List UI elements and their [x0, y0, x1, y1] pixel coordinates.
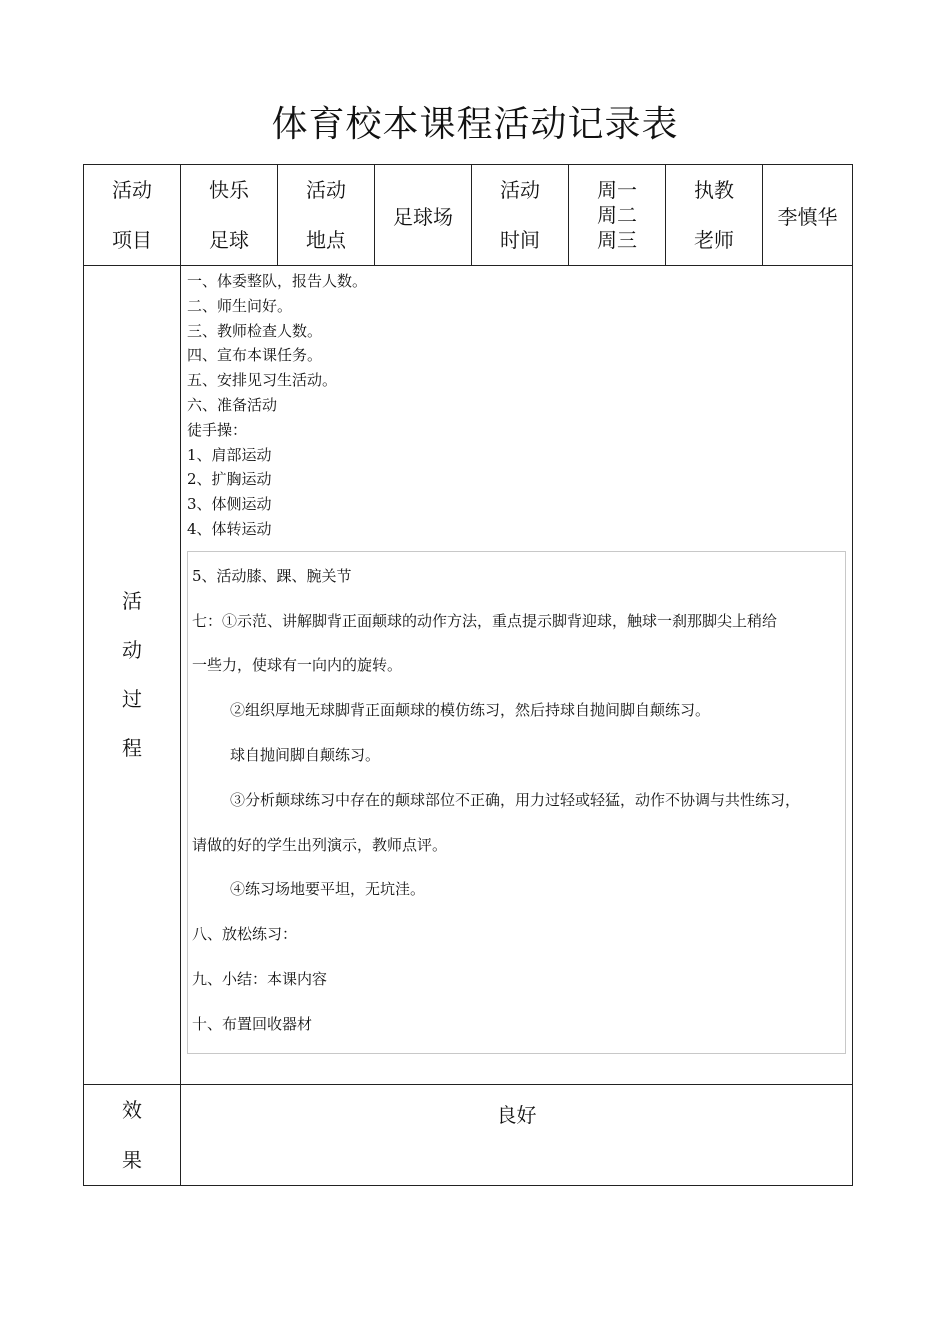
process-line: 一、体委整队，报告人数。 [187, 272, 368, 290]
process-line: ④练习场地要平坦，无坑洼。 [230, 880, 426, 899]
item-label-line: 活动 [112, 178, 152, 202]
day-line: 周三 [597, 227, 637, 252]
process-line: 六、准备活动 [187, 395, 278, 414]
process-line: 4、体转运动 [187, 519, 272, 538]
process-label-char: 动 [122, 638, 142, 662]
process-content-cell [181, 266, 853, 1085]
time-label-cell [472, 165, 569, 266]
teacher-label-line: 老师 [694, 228, 734, 252]
process-line: 请做的好的学生出列演示，教师点评。 [192, 835, 448, 854]
effect-label-char: 果 [122, 1148, 142, 1172]
place-label-cell [278, 165, 375, 266]
time-label-line: 时间 [500, 228, 540, 252]
process-steps-inner-box [187, 551, 846, 1054]
process-line: 二、师生问好。 [187, 296, 293, 315]
header-row [84, 165, 853, 266]
process-line: 十、布置回收器材 [192, 1014, 313, 1033]
record-table [83, 164, 853, 1186]
teacher-label-line: 执教 [694, 178, 734, 202]
effect-label-cell [84, 1085, 181, 1186]
process-line: 2、扩胸运动 [187, 470, 272, 489]
process-line: 球自抛间脚自颠练习。 [230, 745, 381, 764]
process-line: ②组织厚地无球脚背正面颠球的模仿练习，然后持球自抛间脚自颠练习。 [230, 701, 711, 720]
process-line: 四、宣布本课任务。 [187, 346, 323, 365]
process-line: 八、放松练习： [192, 925, 298, 944]
process-line: 1、肩部运动 [187, 445, 272, 464]
process-line: ③分析颠球练习中存在的颠球部位不正确，用力过轻或轻猛，动作不协调与共性练习， [230, 790, 801, 809]
process-line: 三、教师检查人数。 [187, 321, 323, 340]
process-line: 七：①示范、讲解脚背正面颠球的动作方法，重点提示脚背迎球，触球一刹那脚尖上稍给 [192, 611, 778, 630]
process-label-char: 程 [122, 736, 142, 760]
item-label-cell [84, 165, 181, 266]
process-label-cell [84, 266, 181, 1085]
time-label-line: 活动 [500, 178, 540, 202]
place-label-line: 活动 [306, 178, 346, 202]
process-steps-upper [187, 266, 846, 542]
effect-label-char: 效 [122, 1098, 142, 1122]
process-line: 3、体侧运动 [187, 495, 272, 514]
process-label-char: 活 [122, 589, 142, 613]
process-row [84, 266, 853, 1085]
process-line: 五、安排见习生活动。 [187, 371, 338, 390]
process-label-char: 过 [122, 687, 142, 711]
effect-row [84, 1085, 853, 1186]
item-label-line: 项目 [112, 228, 152, 252]
effect-value: 良好 [181, 1085, 853, 1186]
item-value-line: 足球 [209, 228, 249, 252]
process-line: 九、小结：本课内容 [192, 969, 328, 988]
day-line: 周二 [597, 202, 637, 227]
item-value-cell [181, 165, 278, 266]
place-label-line: 地点 [306, 228, 346, 252]
item-value-line: 快乐 [209, 178, 249, 202]
teacher-label-cell [666, 165, 763, 266]
process-line: 5、活动膝、踝、腕关节 [192, 566, 352, 585]
teacher-value-cell: 李慎华 [763, 165, 853, 266]
place-value-cell: 足球场 [375, 165, 472, 266]
process-line: 徒手操： [187, 420, 248, 439]
time-value-cell [569, 165, 666, 266]
page-title: 体育校本课程活动记录表 [271, 104, 679, 145]
day-line: 周一 [597, 177, 637, 202]
process-line: 一些力，使球有一向内的旋转。 [192, 656, 403, 675]
